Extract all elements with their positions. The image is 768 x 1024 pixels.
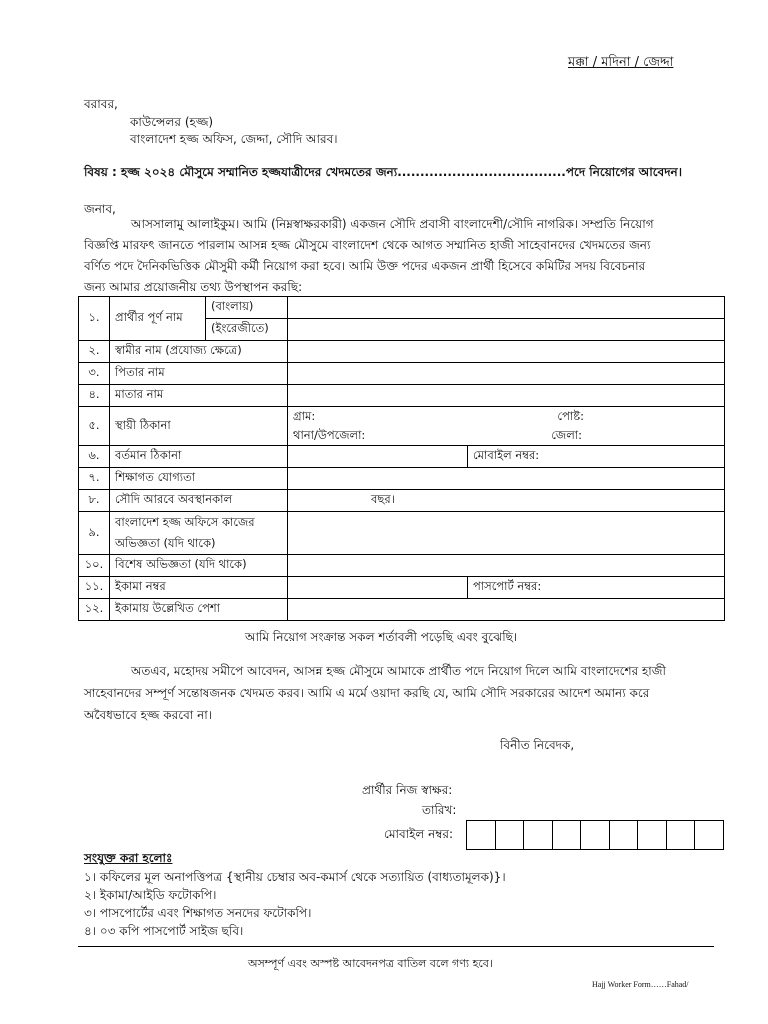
education-field[interactable] <box>288 468 725 490</box>
education-label: শিক্ষাগত যোগ্যতা <box>110 468 288 490</box>
passport-number-field[interactable] <box>468 577 725 599</box>
row-number: ১১. <box>79 577 110 599</box>
date-label: তারিখ: <box>422 803 457 817</box>
mother-name-label: মাতার নাম <box>110 385 288 407</box>
intro-paragraph <box>84 214 712 298</box>
intro-line: বর্ণিত পদে দৈনিকভিত্তিক মৌসুমী কর্মী নিয়োগ করা হবে। আমি উক্ত পদের একজন প্রার্থী হিসেবে কমিটির সদয় বিবেচনার <box>84 259 646 273</box>
mobile-number-field[interactable] <box>468 446 725 468</box>
mobile-digit-boxes[interactable] <box>467 820 724 850</box>
closing-paragraph <box>84 660 712 726</box>
row-number: ৩. <box>79 363 110 385</box>
closing-line: অতএব, মহোদয় সমীপে আবেদন, আসন্ন হজ্জ মৌসুমে আমাকে প্রার্থীত পদে নিয়োগ দিলে আমি বাংলাদেশের হাজী <box>131 664 666 678</box>
years-label: বছর। <box>371 492 395 506</box>
row-number: ৪. <box>79 385 110 407</box>
subject-line: বিষয় : হজ্জ ২০২৪ মৌসুমে সম্মানিত হজ্জযাত্রীদের খেদমতের জন্য.....................................পদে নিয়োগের আবেদন। <box>84 165 682 179</box>
row-number: ২. <box>79 341 110 363</box>
present-address-label: বর্তমান ঠিকানা <box>110 446 288 468</box>
row-number: ১২. <box>79 599 110 621</box>
district-label: জেলা: <box>551 428 582 442</box>
mobile-number-label: মোবাইল নম্বর: <box>473 448 540 462</box>
hajj-office-experience-label <box>110 512 288 555</box>
digit-box[interactable] <box>552 820 582 850</box>
footer-note: অসম্পূর্ণ এবং অস্পষ্ট আবেদনপত্র বাতিল বলে গণ্য হবে। <box>248 957 493 970</box>
sign-off: বিনীত নিবেদক, <box>500 738 575 752</box>
passport-number-label: পাসপোর্ট নম্বর: <box>473 579 542 593</box>
row-number: ৯. <box>79 512 110 555</box>
iqama-profession-field[interactable] <box>288 599 725 621</box>
digit-box[interactable] <box>523 820 553 850</box>
mother-name-field[interactable] <box>288 385 725 407</box>
footer-divider <box>78 946 714 947</box>
village-label: গ্রাম: <box>293 409 316 423</box>
saudi-stay-field[interactable] <box>288 490 725 512</box>
digit-box[interactable] <box>609 820 639 850</box>
permanent-address-label: স্থায়ী ঠিকানা <box>110 407 288 446</box>
post-label: পোষ্ট: <box>557 409 584 423</box>
intro-line: বিজ্ঞপ্তি মারফৎ জানতে পারলাম আসন্ন হজ্জ মৌসুমে বাংলাদেশ থেকে আগত সম্মানিত হাজী সাহেবানদের খেদমতের জন্য <box>84 238 651 252</box>
mobile-label: মোবাইল নম্বর: <box>384 827 454 841</box>
attachment-item: ৪। ০৩ কপি পাসপোর্ট সাইজ ছবি। <box>84 924 244 938</box>
salutation: জনাব, <box>84 202 116 216</box>
row-number: ৬. <box>79 446 110 468</box>
digit-box[interactable] <box>666 820 696 850</box>
address-line2: বাংলাদেশ হজ্জ অফিস, জেদ্দা, সৌদি আরব। <box>130 132 338 146</box>
digit-box[interactable] <box>580 820 610 850</box>
intro-line: জন্য আমার প্রয়োজনীয় তথ্য উপস্থাপন করছি: <box>84 280 303 294</box>
attachment-item: ১। কফিলের মূল অনাপত্তিপত্র {স্থানীয় চেম্বার অব-কমার্স থেকে সত্যায়িত (বাধ্যতামূলক)}। <box>84 870 506 884</box>
address-to: বরাবর, <box>84 97 118 111</box>
intro-line: আসসালামু আলাইকুম। আমি (নিম্নস্বাক্ষরকারী) একজন সৌদি প্রবাসী বাংলাদেশী/সৌদি নাগরিক। সম্প্রতি নিয়োগ <box>131 217 654 231</box>
row-number: ৭. <box>79 468 110 490</box>
name-english-field[interactable] <box>288 319 725 341</box>
permanent-address-field[interactable] <box>288 407 725 446</box>
attachment-item: ৩। পাসপোর্টের এবং শিক্ষাগত সনদের ফটোকপি। <box>84 906 312 920</box>
thana-label: থানা/উপজেলা: <box>293 428 366 442</box>
father-name-field[interactable] <box>288 363 725 385</box>
name-bangla-label: (বাংলায়) <box>206 297 288 319</box>
hajj-office-experience-field[interactable] <box>288 512 725 555</box>
signature-label: প্রার্থীর নিজ স্বাক্ষর: <box>362 783 453 797</box>
digit-box[interactable] <box>694 820 724 850</box>
name-english-label: (ইংরেজীতে) <box>206 319 288 341</box>
applicant-info-table <box>78 296 725 621</box>
row-number: ১০. <box>79 555 110 577</box>
closing-line: সাহেবানদের সম্পূর্ণ সন্তোষজনক খেদমত করব। আমি এ মর্মে ওয়াদা করছি যে, আমি সৌদি সরকারের আদেশ অমান্য করে <box>84 686 650 700</box>
iqama-profession-label: ইকামায় উল্লেখিত পেশা <box>110 599 288 621</box>
label-line: বাংলাদেশ হজ্জ অফিসে কাজের <box>115 515 255 529</box>
full-name-label: প্রার্থীর পূর্ণ নাম <box>110 297 206 341</box>
label-line: অভিজ্ঞতা (যদি থাকে) <box>115 536 216 550</box>
row-number: ৫. <box>79 407 110 446</box>
husband-name-field[interactable] <box>288 341 725 363</box>
digit-box[interactable] <box>637 820 667 850</box>
digit-box[interactable] <box>495 820 525 850</box>
attachments-title: সংযুক্ত করা হলোঃ <box>84 851 173 865</box>
father-name-label: পিতার নাম <box>110 363 288 385</box>
location-header: মক্কা / মদিনা / জেদ্দা <box>568 55 674 70</box>
form-id: Hajj Worker Form……Fahad/ <box>592 980 689 989</box>
attachment-item: ২। ইকামা/আইডি ফটোকপি। <box>84 888 217 902</box>
special-experience-field[interactable] <box>288 555 725 577</box>
husband-name-label: স্বামীর নাম (প্রযোজ্য ক্ষেত্রে) <box>110 341 288 363</box>
saudi-stay-label: সৌদি আরবে অবস্থানকাল <box>110 490 288 512</box>
row-number: ১. <box>79 297 110 341</box>
digit-box[interactable] <box>466 820 496 850</box>
iqama-number-label: ইকামা নম্বর <box>110 577 288 599</box>
row-number: ৮. <box>79 490 110 512</box>
special-experience-label: বিশেষ অভিজ্ঞতা (যদি থাকে) <box>110 555 288 577</box>
present-address-field[interactable] <box>288 446 468 468</box>
address-line1: কাউন্সেলর (হজ্জ) <box>130 115 214 129</box>
closing-line: অবৈধভাবে হজ্জ করবো না। <box>84 708 213 722</box>
declaration: আমি নিয়োগ সংক্রান্ত সকল শর্তাবলী পড়েছি এবং বুঝেছি। <box>245 630 518 644</box>
iqama-number-field[interactable] <box>288 577 468 599</box>
name-bangla-field[interactable] <box>288 297 725 319</box>
